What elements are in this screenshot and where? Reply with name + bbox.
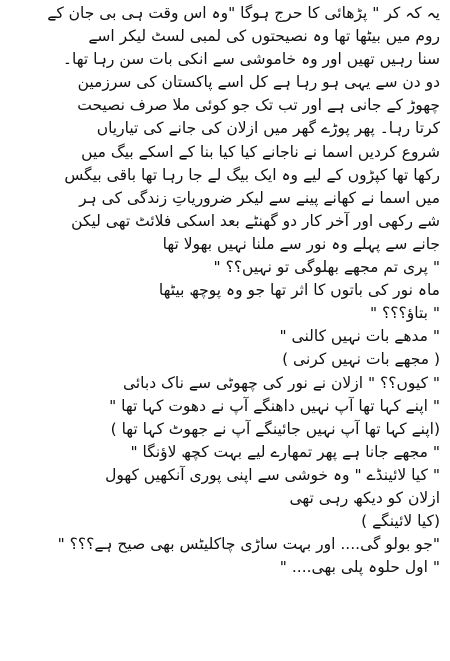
- text-line: جانے سے پہلے وہ نور سے ملنا نہیں بھولا تھا: [162, 234, 440, 253]
- text-line: " مجھے جانا ہے پھر تمھارے لیے بہت کچھ لاؤنگا ": [130, 442, 440, 461]
- text-line: " کیا لائینڈے " وہ خوشی سے اپنی پوری آنکھیں کھول: [105, 465, 440, 484]
- text-line: چھوڑ کے جانی ہے اور تب تک جو کوئی ملا صرف نصیحت: [77, 96, 440, 115]
- text-line: کرتا رہا۔ پھر پوڑے گھر میں ازلان کی جانے کی تیاریاں: [96, 119, 440, 138]
- text-line: شے رکھی اور آخر کار دو گھنٹے بعد اسکی فلائٹ تھی لیکن: [71, 211, 440, 230]
- text-line: " اپنے کہا تھا آپ نہیں داھنگے آپ نے دھوت کہا تھا ": [109, 396, 440, 415]
- text-line: " اول حلوہ پلی بھی.... ": [279, 558, 440, 577]
- text-line: "جو بولو گی.... اور بہت ساڑی چاکلیٹس بھی صیح ہے؟؟؟ ": [57, 535, 440, 554]
- text-line: رکھا تھا کپڑوں کے لیے وہ ایک بیگ لے جا رہا تھا باقی بیگس: [64, 165, 440, 184]
- urdu-text-block: [6, 2, 440, 579]
- text-line: دو دن سے یہی ہو رہا ہے کل اسے پاکستان کی سرزمین: [77, 73, 440, 92]
- text-line: " مدھے بات نہیں کالنی ": [279, 327, 440, 346]
- text-line: سنا رہیں تھیں اور وہ خاموشی سے انکی بات سن رہا تھا۔: [62, 50, 440, 69]
- text-line: ماہ نور کی باتوں کا اثر تھا جو وہ پوچھ بیٹھا: [158, 281, 440, 300]
- text-line: (اپنے کہا تھا آپ نہیں جائینگے آپ نے جھوٹ کہا تھا ): [110, 419, 440, 438]
- text-line: ( مجھے بات نہیں کرنی ): [282, 350, 440, 369]
- text-line: روم میں بیٹھا تھا وہ نصیحتوں کی لمبی لسٹ لیکر اسے: [88, 27, 440, 46]
- text-line: میں اسما نے کھانے پینے سے لیکر ضروریاتِ زندگی کی ہر: [79, 188, 440, 207]
- text-line: (کیا لائینگے ): [361, 512, 440, 531]
- text-line: ازلان کو دیکھ رہی تھی: [289, 488, 440, 507]
- text-line: " بتاؤ؟؟؟ ": [370, 304, 440, 323]
- text-line: " پری تم مجھے بھلوگی تو نہیں؟؟ ": [213, 258, 440, 277]
- text-line: " کیوں؟؟ " ازلان نے نور کی چھوٹی سے ناک دبائی: [122, 373, 440, 392]
- text-line: یہ کہ کر " پڑھائی کا حرج ہوگا "وہ اس وقت ہی بی جان کے: [47, 4, 440, 22]
- text-line: شروع کردیں اسما نے ناجانے کیا کیا بنا کے اسکے بیگ میں: [81, 142, 440, 161]
